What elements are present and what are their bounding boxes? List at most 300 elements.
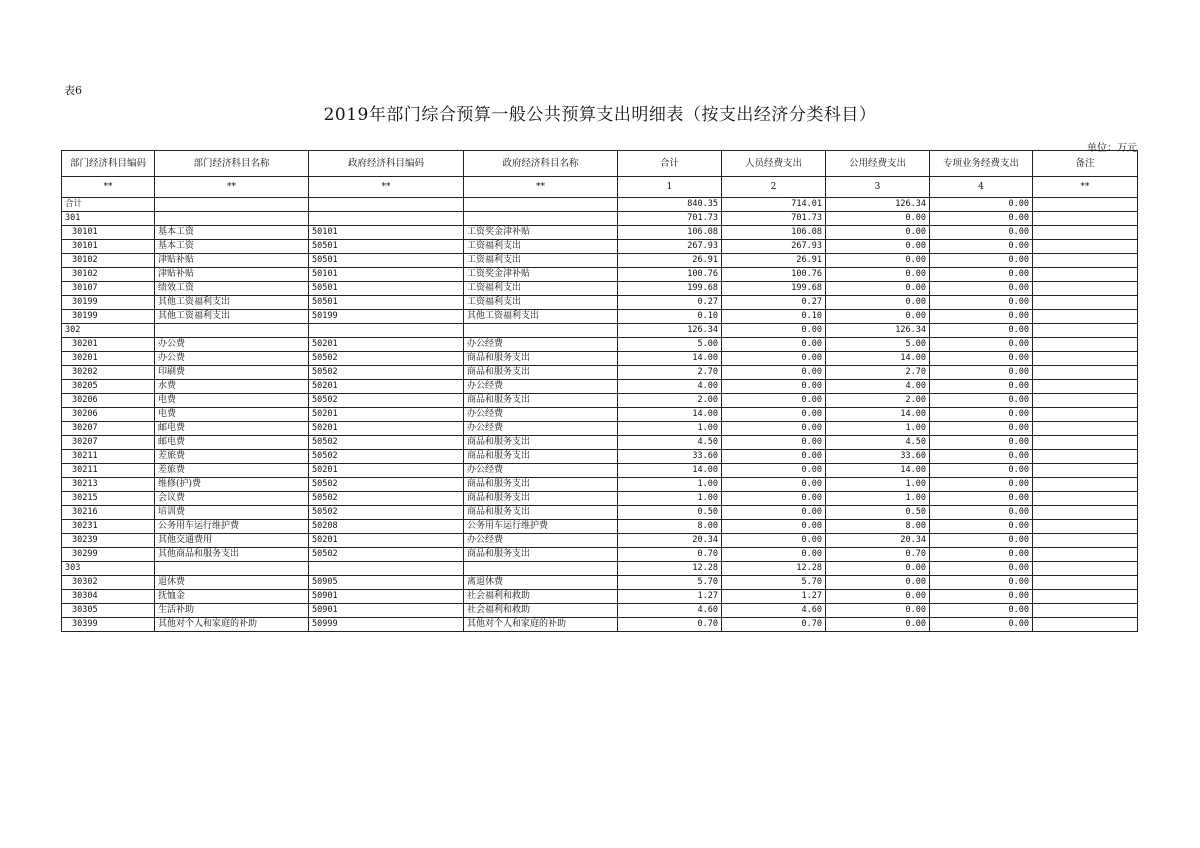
gov-code-cell: 50201 (309, 534, 464, 548)
public-cell: 5.00 (826, 338, 930, 352)
total-cell: 4.50 (618, 436, 722, 450)
dept-code-cell: 30101 (62, 240, 155, 254)
gov-name-cell (464, 198, 618, 212)
public-cell: 4.50 (826, 436, 930, 450)
personnel-cell: 0.00 (722, 380, 826, 394)
note-cell (1033, 604, 1138, 618)
personnel-cell: 0.00 (722, 478, 826, 492)
table-row (62, 296, 1138, 310)
public-cell: 0.50 (826, 506, 930, 520)
gov-code-cell: 50502 (309, 366, 464, 380)
note-cell (1033, 282, 1138, 296)
total-cell: 4.60 (618, 604, 722, 618)
table-row (62, 324, 1138, 338)
gov-name-cell: 商品和服务支出 (464, 548, 618, 562)
header-personnel: 人员经费支出 (722, 151, 826, 177)
gov-code-cell: 50502 (309, 548, 464, 562)
gov-code-cell: 50101 (309, 226, 464, 240)
gov-name-cell: 办公经费 (464, 534, 618, 548)
personnel-cell: 0.00 (722, 366, 826, 380)
table-row (62, 282, 1138, 296)
public-cell: 0.00 (826, 254, 930, 268)
total-cell: 701.73 (618, 212, 722, 226)
public-cell: 8.00 (826, 520, 930, 534)
gov-name-cell: 办公经费 (464, 422, 618, 436)
note-cell (1033, 296, 1138, 310)
total-cell: 840.35 (618, 198, 722, 212)
special-cell: 0.00 (930, 520, 1033, 534)
public-cell: 2.00 (826, 394, 930, 408)
personnel-cell: 4.60 (722, 604, 826, 618)
table-row (62, 310, 1138, 324)
dept-code-cell: 303 (62, 562, 155, 576)
public-cell: 0.00 (826, 604, 930, 618)
dept-name-cell: 维修(护)费 (155, 478, 309, 492)
public-cell: 0.00 (826, 268, 930, 282)
special-cell: 0.00 (930, 464, 1033, 478)
gov-name-cell: 办公经费 (464, 380, 618, 394)
dept-name-cell (155, 198, 309, 212)
note-cell (1033, 268, 1138, 282)
total-cell: 100.76 (618, 268, 722, 282)
total-cell: 8.00 (618, 520, 722, 534)
gov-code-cell: 50502 (309, 478, 464, 492)
gov-code-cell: 50501 (309, 254, 464, 268)
gov-name-cell: 办公经费 (464, 464, 618, 478)
public-cell: 0.00 (826, 212, 930, 226)
gov-code-cell: 50901 (309, 590, 464, 604)
personnel-cell: 267.93 (722, 240, 826, 254)
dept-code-cell: 30399 (62, 618, 155, 632)
header-public: 公用经费支出 (826, 151, 930, 177)
dept-code-cell: 30205 (62, 380, 155, 394)
index-cell: ** (464, 177, 618, 198)
note-cell (1033, 394, 1138, 408)
header-special: 专项业务经费支出 (930, 151, 1033, 177)
public-cell: 0.00 (826, 240, 930, 254)
index-cell: ** (1033, 177, 1138, 198)
public-cell: 0.00 (826, 576, 930, 590)
personnel-cell: 0.00 (722, 352, 826, 366)
public-cell: 126.34 (826, 198, 930, 212)
table-row (62, 478, 1138, 492)
public-cell: 20.34 (826, 534, 930, 548)
note-cell (1033, 506, 1138, 520)
dept-code-cell: 30202 (62, 366, 155, 380)
table-row (62, 380, 1138, 394)
gov-name-cell: 工资福利支出 (464, 296, 618, 310)
table-row (62, 548, 1138, 562)
dept-code-cell: 30102 (62, 268, 155, 282)
note-cell (1033, 338, 1138, 352)
personnel-cell: 0.00 (722, 450, 826, 464)
gov-name-cell: 工资奖金津补贴 (464, 226, 618, 240)
index-cell: 3 (826, 177, 930, 198)
header-note: 备注 (1033, 151, 1138, 177)
note-cell (1033, 226, 1138, 240)
total-cell: 33.60 (618, 450, 722, 464)
dept-name-cell: 津贴补贴 (155, 268, 309, 282)
public-cell: 1.00 (826, 422, 930, 436)
special-cell: 0.00 (930, 576, 1033, 590)
personnel-cell: 0.00 (722, 324, 826, 338)
table-row (62, 254, 1138, 268)
total-cell: 14.00 (618, 408, 722, 422)
public-cell: 0.70 (826, 548, 930, 562)
gov-name-cell: 商品和服务支出 (464, 450, 618, 464)
total-cell: 14.00 (618, 352, 722, 366)
table-number: 表6 (64, 84, 82, 97)
special-cell: 0.00 (930, 394, 1033, 408)
public-cell: 0.00 (826, 226, 930, 240)
dept-code-cell: 30199 (62, 310, 155, 324)
dept-code-cell: 302 (62, 324, 155, 338)
special-cell: 0.00 (930, 366, 1033, 380)
special-cell: 0.00 (930, 506, 1033, 520)
gov-name-cell: 其他工资福利支出 (464, 310, 618, 324)
total-cell: 106.08 (618, 226, 722, 240)
gov-code-cell: 50201 (309, 338, 464, 352)
personnel-cell: 0.00 (722, 338, 826, 352)
total-cell: 5.70 (618, 576, 722, 590)
gov-name-cell (464, 562, 618, 576)
gov-name-cell: 商品和服务支出 (464, 478, 618, 492)
gov-name-cell: 公务用车运行维护费 (464, 520, 618, 534)
dept-name-cell: 差旅费 (155, 450, 309, 464)
index-cell: ** (309, 177, 464, 198)
personnel-cell: 701.73 (722, 212, 826, 226)
public-cell: 0.00 (826, 296, 930, 310)
gov-name-cell: 工资奖金津补贴 (464, 268, 618, 282)
gov-code-cell: 50502 (309, 506, 464, 520)
total-cell: 0.10 (618, 310, 722, 324)
gov-code-cell: 50208 (309, 520, 464, 534)
note-cell (1033, 436, 1138, 450)
gov-code-cell (309, 562, 464, 576)
special-cell: 0.00 (930, 254, 1033, 268)
dept-code-cell: 30206 (62, 394, 155, 408)
table-row (62, 212, 1138, 226)
total-cell: 1.00 (618, 478, 722, 492)
personnel-cell: 5.70 (722, 576, 826, 590)
total-cell: 0.50 (618, 506, 722, 520)
public-cell: 4.00 (826, 380, 930, 394)
dept-code-cell: 30101 (62, 226, 155, 240)
dept-name-cell: 抚恤金 (155, 590, 309, 604)
special-cell: 0.00 (930, 492, 1033, 506)
gov-code-cell (309, 324, 464, 338)
dept-name-cell: 其他对个人和家庭的补助 (155, 618, 309, 632)
header-gov-name: 政府经济科目名称 (464, 151, 618, 177)
personnel-cell: 1.27 (722, 590, 826, 604)
personnel-cell: 0.00 (722, 506, 826, 520)
special-cell: 0.00 (930, 408, 1033, 422)
unit-label: 单位：万元 (1087, 143, 1137, 154)
gov-name-cell: 商品和服务支出 (464, 394, 618, 408)
public-cell: 126.34 (826, 324, 930, 338)
gov-name-cell: 工资福利支出 (464, 240, 618, 254)
table-row (62, 492, 1138, 506)
public-cell: 0.00 (826, 618, 930, 632)
dept-code-cell: 30211 (62, 450, 155, 464)
special-cell: 0.00 (930, 422, 1033, 436)
special-cell: 0.00 (930, 338, 1033, 352)
table-row (62, 394, 1138, 408)
personnel-cell: 0.00 (722, 394, 826, 408)
gov-code-cell: 50201 (309, 408, 464, 422)
dept-code-cell: 30239 (62, 534, 155, 548)
note-cell (1033, 618, 1138, 632)
personnel-cell: 0.00 (722, 520, 826, 534)
note-cell (1033, 548, 1138, 562)
personnel-cell: 714.01 (722, 198, 826, 212)
gov-name-cell: 办公经费 (464, 408, 618, 422)
gov-code-cell: 50502 (309, 492, 464, 506)
dept-code-cell: 30304 (62, 590, 155, 604)
special-cell: 0.00 (930, 226, 1033, 240)
special-cell: 0.00 (930, 534, 1033, 548)
special-cell: 0.00 (930, 310, 1033, 324)
note-cell (1033, 478, 1138, 492)
dept-code-cell: 30207 (62, 436, 155, 450)
public-cell: 2.70 (826, 366, 930, 380)
dept-code-cell: 30207 (62, 422, 155, 436)
personnel-cell: 0.00 (722, 534, 826, 548)
note-cell (1033, 464, 1138, 478)
table-row (62, 576, 1138, 590)
dept-name-cell: 水费 (155, 380, 309, 394)
table-row (62, 408, 1138, 422)
index-cell: ** (155, 177, 309, 198)
dept-code-cell: 30216 (62, 506, 155, 520)
personnel-cell: 0.00 (722, 422, 826, 436)
personnel-cell: 0.10 (722, 310, 826, 324)
index-cell: 1 (618, 177, 722, 198)
dept-name-cell: 办公费 (155, 352, 309, 366)
special-cell: 0.00 (930, 478, 1033, 492)
total-cell: 1.00 (618, 492, 722, 506)
dept-code-cell: 30302 (62, 576, 155, 590)
table-row (62, 590, 1138, 604)
personnel-cell: 0.27 (722, 296, 826, 310)
personnel-cell: 0.00 (722, 548, 826, 562)
gov-code-cell (309, 212, 464, 226)
dept-code-cell: 30201 (62, 352, 155, 366)
total-cell: 0.70 (618, 618, 722, 632)
total-cell: 126.34 (618, 324, 722, 338)
dept-code-cell: 301 (62, 212, 155, 226)
table-row (62, 618, 1138, 632)
special-cell: 0.00 (930, 198, 1033, 212)
header-total: 合计 (618, 151, 722, 177)
dept-name-cell: 基本工资 (155, 240, 309, 254)
gov-code-cell: 50501 (309, 240, 464, 254)
public-cell: 1.00 (826, 478, 930, 492)
dept-name-cell: 绩效工资 (155, 282, 309, 296)
special-cell: 0.00 (930, 590, 1033, 604)
total-cell: 2.00 (618, 394, 722, 408)
dept-name-cell: 其他商品和服务支出 (155, 548, 309, 562)
special-cell: 0.00 (930, 604, 1033, 618)
note-cell (1033, 534, 1138, 548)
note-cell (1033, 562, 1138, 576)
dept-name-cell: 其他工资福利支出 (155, 310, 309, 324)
total-cell: 14.00 (618, 464, 722, 478)
note-cell (1033, 576, 1138, 590)
gov-name-cell: 商品和服务支出 (464, 436, 618, 450)
gov-code-cell: 50201 (309, 464, 464, 478)
gov-code-cell: 50501 (309, 296, 464, 310)
special-cell: 0.00 (930, 562, 1033, 576)
header-row (62, 151, 1138, 177)
total-cell: 0.27 (618, 296, 722, 310)
index-row (62, 177, 1138, 198)
gov-name-cell: 商品和服务支出 (464, 506, 618, 520)
dept-name-cell (155, 562, 309, 576)
public-cell: 0.00 (826, 282, 930, 296)
dept-name-cell: 基本工资 (155, 226, 309, 240)
note-cell (1033, 240, 1138, 254)
table-row (62, 422, 1138, 436)
public-cell: 14.00 (826, 464, 930, 478)
total-cell: 20.34 (618, 534, 722, 548)
total-cell: 199.68 (618, 282, 722, 296)
table-row (62, 534, 1138, 548)
dept-name-cell: 印刷费 (155, 366, 309, 380)
special-cell: 0.00 (930, 240, 1033, 254)
dept-code-cell: 30107 (62, 282, 155, 296)
total-cell: 4.00 (618, 380, 722, 394)
personnel-cell: 0.70 (722, 618, 826, 632)
special-cell: 0.00 (930, 548, 1033, 562)
gov-name-cell: 工资福利支出 (464, 254, 618, 268)
dept-name-cell: 差旅费 (155, 464, 309, 478)
gov-code-cell: 50201 (309, 422, 464, 436)
personnel-cell: 0.00 (722, 464, 826, 478)
gov-name-cell: 社会福利和救助 (464, 590, 618, 604)
table-row (62, 268, 1138, 282)
note-cell (1033, 254, 1138, 268)
gov-code-cell: 50501 (309, 282, 464, 296)
dept-code-cell: 合计 (62, 198, 155, 212)
special-cell: 0.00 (930, 450, 1033, 464)
public-cell: 33.60 (826, 450, 930, 464)
dept-code-cell: 30231 (62, 520, 155, 534)
header-gov-code: 政府经济科目编码 (309, 151, 464, 177)
special-cell: 0.00 (930, 352, 1033, 366)
table-row (62, 604, 1138, 618)
note-cell (1033, 198, 1138, 212)
gov-name-cell: 其他对个人和家庭的补助 (464, 618, 618, 632)
gov-name-cell: 商品和服务支出 (464, 352, 618, 366)
dept-name-cell: 津贴补贴 (155, 254, 309, 268)
table-row (62, 352, 1138, 366)
header-dept-code: 部门经济科目编码 (62, 151, 155, 177)
total-cell: 26.91 (618, 254, 722, 268)
gov-code-cell (309, 198, 464, 212)
personnel-cell: 26.91 (722, 254, 826, 268)
gov-code-cell: 50901 (309, 604, 464, 618)
gov-code-cell: 50905 (309, 576, 464, 590)
dept-name-cell: 电费 (155, 408, 309, 422)
personnel-cell: 12.28 (722, 562, 826, 576)
note-cell (1033, 310, 1138, 324)
personnel-cell: 0.00 (722, 408, 826, 422)
total-cell: 1.27 (618, 590, 722, 604)
note-cell (1033, 492, 1138, 506)
note-cell (1033, 590, 1138, 604)
dept-code-cell: 30102 (62, 254, 155, 268)
index-cell: 4 (930, 177, 1033, 198)
dept-name-cell: 其他交通费用 (155, 534, 309, 548)
table-row (62, 240, 1138, 254)
gov-name-cell: 商品和服务支出 (464, 366, 618, 380)
dept-name-cell: 培训费 (155, 506, 309, 520)
gov-name-cell: 工资福利支出 (464, 282, 618, 296)
note-cell (1033, 422, 1138, 436)
dept-name-cell: 公务用车运行维护费 (155, 520, 309, 534)
gov-code-cell: 50502 (309, 436, 464, 450)
gov-code-cell: 50502 (309, 450, 464, 464)
dept-code-cell: 30211 (62, 464, 155, 478)
total-cell: 12.28 (618, 562, 722, 576)
public-cell: 0.00 (826, 310, 930, 324)
gov-code-cell: 50999 (309, 618, 464, 632)
personnel-cell: 106.08 (722, 226, 826, 240)
special-cell: 0.00 (930, 296, 1033, 310)
dept-code-cell: 30215 (62, 492, 155, 506)
personnel-cell: 199.68 (722, 282, 826, 296)
gov-code-cell: 50201 (309, 380, 464, 394)
dept-code-cell: 30213 (62, 478, 155, 492)
dept-name-cell: 邮电费 (155, 422, 309, 436)
table-row (62, 338, 1138, 352)
total-cell: 1.00 (618, 422, 722, 436)
table-row (62, 464, 1138, 478)
table-row (62, 226, 1138, 240)
dept-name-cell: 退休费 (155, 576, 309, 590)
dept-name-cell: 邮电费 (155, 436, 309, 450)
gov-name-cell (464, 324, 618, 338)
total-cell: 267.93 (618, 240, 722, 254)
note-cell (1033, 366, 1138, 380)
header-dept-name: 部门经济科目名称 (155, 151, 309, 177)
gov-name-cell (464, 212, 618, 226)
note-cell (1033, 380, 1138, 394)
table-row (62, 366, 1138, 380)
special-cell: 0.00 (930, 282, 1033, 296)
gov-code-cell: 50199 (309, 310, 464, 324)
public-cell: 1.00 (826, 492, 930, 506)
gov-name-cell: 办公经费 (464, 338, 618, 352)
dept-name-cell: 办公费 (155, 338, 309, 352)
document-title: 2019年部门综合预算一般公共预算支出明细表（按支出经济分类科目） (323, 105, 877, 125)
dept-code-cell: 30299 (62, 548, 155, 562)
dept-name-cell: 电费 (155, 394, 309, 408)
special-cell: 0.00 (930, 380, 1033, 394)
public-cell: 0.00 (826, 562, 930, 576)
gov-code-cell: 50502 (309, 394, 464, 408)
dept-code-cell: 30305 (62, 604, 155, 618)
table-row (62, 198, 1138, 212)
total-cell: 0.70 (618, 548, 722, 562)
index-cell: 2 (722, 177, 826, 198)
gov-name-cell: 商品和服务支出 (464, 492, 618, 506)
gov-code-cell: 50502 (309, 352, 464, 366)
note-cell (1033, 520, 1138, 534)
gov-code-cell: 50101 (309, 268, 464, 282)
dept-code-cell: 30199 (62, 296, 155, 310)
